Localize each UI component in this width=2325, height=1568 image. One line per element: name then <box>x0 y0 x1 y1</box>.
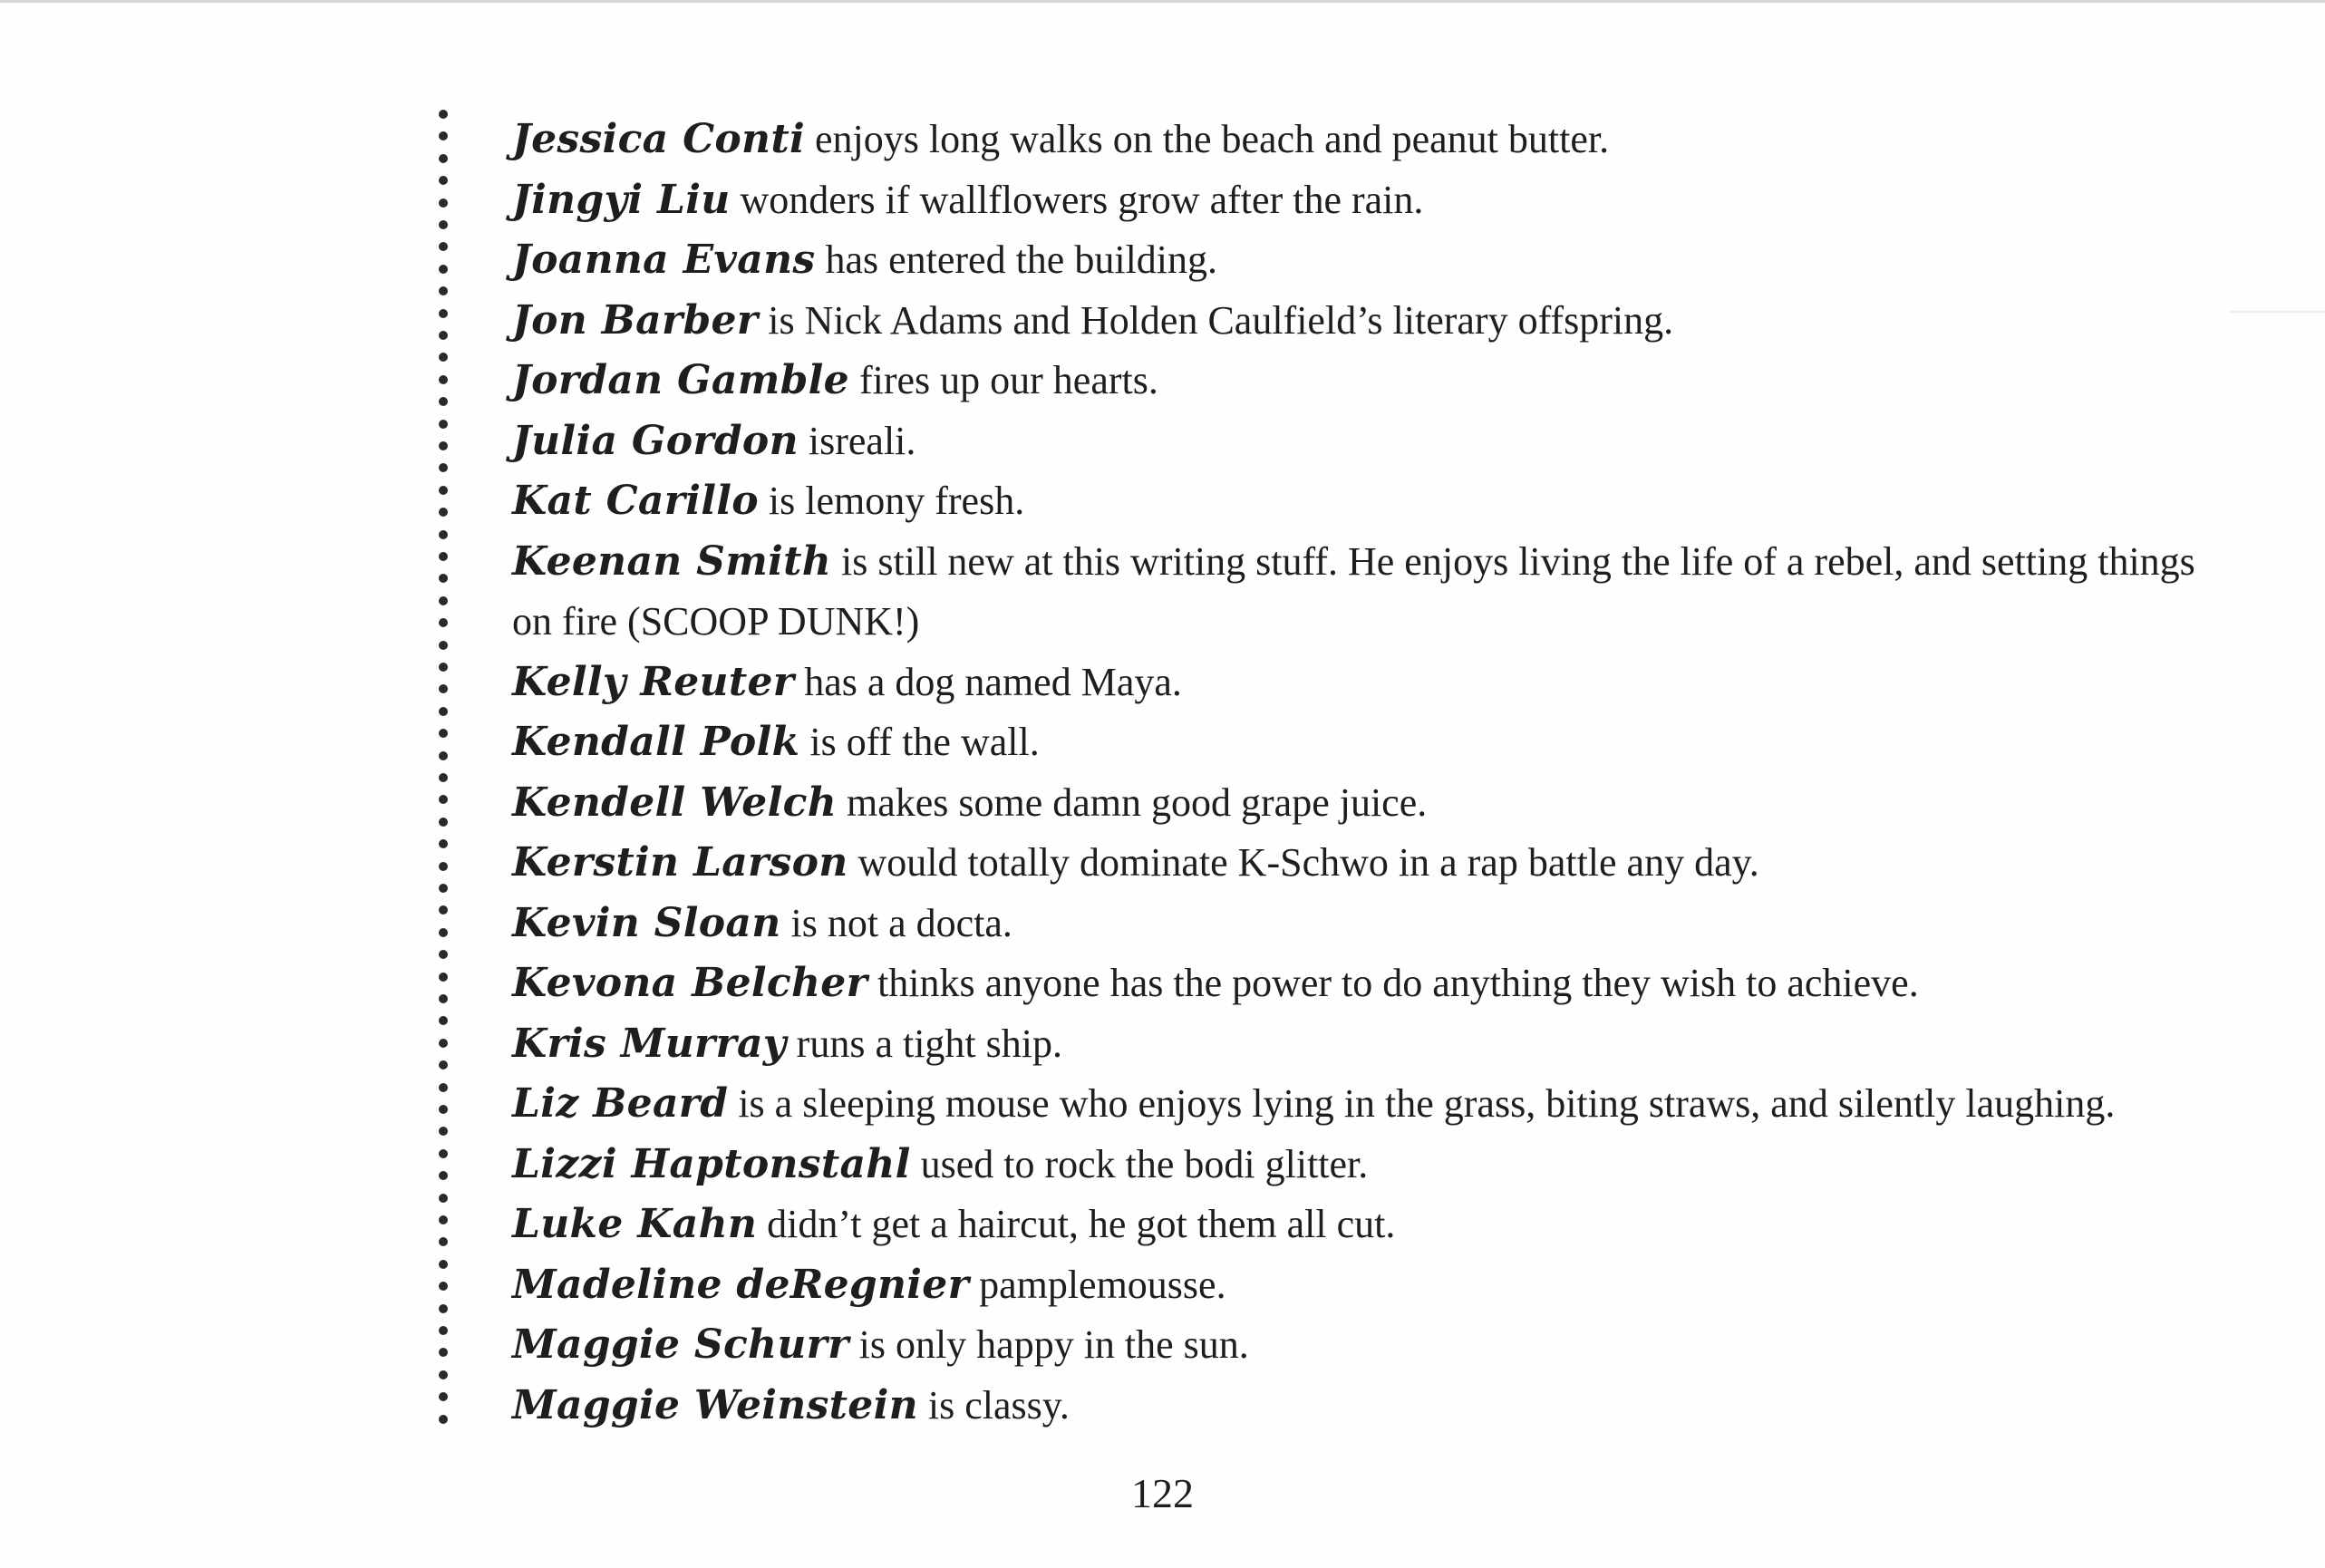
margin-dot <box>439 1083 448 1092</box>
contributor-name: Madeline deRegnier <box>512 1261 970 1308</box>
margin-dot <box>439 1326 448 1335</box>
list-item <box>512 1135 2243 1195</box>
margin-dot <box>439 154 448 163</box>
contributor-bio: is only happy in the sun. <box>848 1322 1249 1367</box>
list-item <box>512 291 2243 352</box>
list-item <box>512 1195 2243 1255</box>
margin-dot <box>439 574 448 583</box>
margin-dot <box>439 463 448 472</box>
contributor-name: Kevona Belcher <box>512 960 868 1006</box>
contributor-name: Lizzi Haptonstahl <box>512 1140 911 1187</box>
margin-dot <box>439 1149 448 1158</box>
contributor-name: Julia Gordon <box>512 417 799 464</box>
list-item <box>512 712 2243 773</box>
contributor-bio: didn’t get a haircut, he got them all cut. <box>757 1202 1396 1246</box>
margin-dot <box>439 286 448 295</box>
margin-dot <box>439 729 448 738</box>
contributor-bio: fires up our hearts. <box>848 358 1158 402</box>
margin-dot <box>439 1237 448 1246</box>
margin-dot <box>439 905 448 915</box>
contributor-name: Kat Carillo <box>512 478 759 524</box>
contributor-bio: has entered the building. <box>815 237 1218 282</box>
margin-dot <box>439 486 448 495</box>
contributor-name: Jessica Conti <box>512 116 805 162</box>
margin-dot <box>439 641 448 650</box>
list-item <box>512 773 2243 834</box>
contributor-bio: enjoys long walks on the beach and peanut butter. <box>805 117 1610 161</box>
margin-dot <box>439 1348 448 1357</box>
contributor-bio: would totally dominate K-Schwo in a rap battle any day. <box>848 840 1759 885</box>
page-edge-mark <box>2230 311 2325 313</box>
margin-dot <box>439 773 448 782</box>
margin-dot <box>439 751 448 760</box>
margin-dot <box>439 331 448 340</box>
list-item <box>512 351 2243 411</box>
margin-dot <box>439 198 448 208</box>
margin-dot <box>439 1194 448 1203</box>
list-item <box>512 411 2243 472</box>
list-item <box>512 1074 2243 1135</box>
margin-dot <box>439 552 448 561</box>
margin-dot <box>439 242 448 251</box>
margin-dot <box>439 1370 448 1379</box>
margin-dot <box>439 375 448 384</box>
list-item <box>512 1315 2243 1376</box>
contributor-name: Liz Beard <box>512 1080 729 1127</box>
contributor-bio: is still new at this writing stuff. He enjoys living the life of a rebel, and setting things on fire (SCOOP DUNK!) <box>512 538 2195 644</box>
contributor-bio: makes some damn good grape juice. <box>836 779 1428 825</box>
margin-dot <box>439 1060 448 1070</box>
list-item <box>512 471 2243 532</box>
margin-dot <box>439 596 448 605</box>
contributor-name: Jordan Gamble <box>512 357 849 403</box>
margin-dot <box>439 220 448 229</box>
contributor-bio: thinks anyone has the power to do anything they wish to achieve. <box>867 961 1919 1005</box>
margin-dot <box>439 618 448 627</box>
contributor-name: Kevin Sloan <box>512 899 781 946</box>
margin-dot <box>439 1105 448 1114</box>
list-item <box>512 230 2243 291</box>
contributor-name: Keenan Smith <box>512 537 832 585</box>
margin-dot <box>439 353 448 362</box>
list-item <box>512 170 2243 231</box>
margin-dot <box>439 530 448 539</box>
margin-dot <box>439 1127 448 1136</box>
contributor-bio: is Nick Adams and Holden Caulfield’s literary offspring. <box>758 297 1674 343</box>
margin-dot <box>439 950 448 959</box>
margin-dot <box>439 1415 448 1424</box>
contributor-name: Kendall Polk <box>512 719 800 765</box>
margin-dot <box>439 508 448 517</box>
margin-dot <box>439 818 448 827</box>
margin-dot <box>439 707 448 716</box>
margin-dot <box>439 1392 448 1401</box>
list-item <box>512 653 2243 713</box>
margin-dot <box>439 1282 448 1291</box>
margin-dot <box>439 1215 448 1224</box>
margin-dot <box>439 663 448 672</box>
margin-dot <box>439 110 448 119</box>
contributor-bio: is a sleeping mouse who enjoys lying in the grass, biting straws, and silently laughing. <box>728 1081 2116 1126</box>
margin-dot <box>439 973 448 982</box>
contributor-name: Jon Barber <box>512 296 759 344</box>
contributor-list <box>512 110 2243 1436</box>
contributor-name: Maggie Weinstein <box>512 1381 918 1428</box>
margin-dot <box>439 839 448 848</box>
margin-dot <box>439 862 448 871</box>
contributor-bio: is not a docta. <box>780 900 1012 945</box>
contributor-bio: isreali. <box>798 418 916 463</box>
list-item <box>512 1255 2243 1316</box>
contributor-bio: runs a tight ship. <box>786 1021 1062 1066</box>
contributor-name: Maggie Schurr <box>512 1321 849 1368</box>
list-item <box>512 110 2243 170</box>
contributor-name: Jingyi Liu <box>512 176 731 223</box>
contributor-name: Kerstin Larson <box>512 839 848 886</box>
list-item <box>512 953 2243 1014</box>
contributor-bio: pamplemousse. <box>969 1262 1226 1307</box>
contributor-bio: is classy. <box>917 1382 1070 1428</box>
list-item <box>512 1376 2243 1437</box>
page-number: 122 <box>1131 1470 1194 1516</box>
contributor-bio: has a dog named Maya. <box>794 659 1182 704</box>
list-item <box>512 532 2243 653</box>
margin-dot <box>439 684 448 693</box>
margin-dot <box>439 1171 448 1180</box>
list-item <box>512 894 2243 954</box>
list-item <box>512 833 2243 894</box>
contributor-bio: is lemony fresh. <box>758 479 1025 523</box>
contributor-name: Kris Murray <box>512 1020 787 1067</box>
contributor-name: Joanna Evans <box>512 237 816 283</box>
contributor-bio: is off the wall. <box>799 720 1040 764</box>
contributor-bio: wonders if wallflowers grow after the rain. <box>730 177 1424 222</box>
margin-dot <box>439 1304 448 1313</box>
margin-dot <box>439 176 448 185</box>
margin-dot <box>439 265 448 274</box>
margin-dot <box>439 420 448 429</box>
contributor-name: Luke Kahn <box>512 1201 758 1247</box>
margin-dot <box>439 994 448 1003</box>
margin-dot <box>439 1260 448 1269</box>
contributor-name: Kelly Reuter <box>512 658 795 705</box>
margin-dot <box>439 795 448 804</box>
margin-dot <box>439 1016 448 1025</box>
margin-dot <box>439 309 448 318</box>
contributor-bio: used to rock the bodi glitter. <box>910 1141 1369 1186</box>
contributor-name: Kendell Welch <box>512 779 837 826</box>
margin-dot <box>439 131 448 140</box>
margin-dot <box>439 1039 448 1048</box>
margin-dot <box>439 928 448 937</box>
margin-dot <box>439 884 448 893</box>
list-item <box>512 1014 2243 1075</box>
dotted-margin-rule <box>435 110 453 1433</box>
margin-dot <box>439 397 448 406</box>
margin-dot <box>439 441 448 450</box>
